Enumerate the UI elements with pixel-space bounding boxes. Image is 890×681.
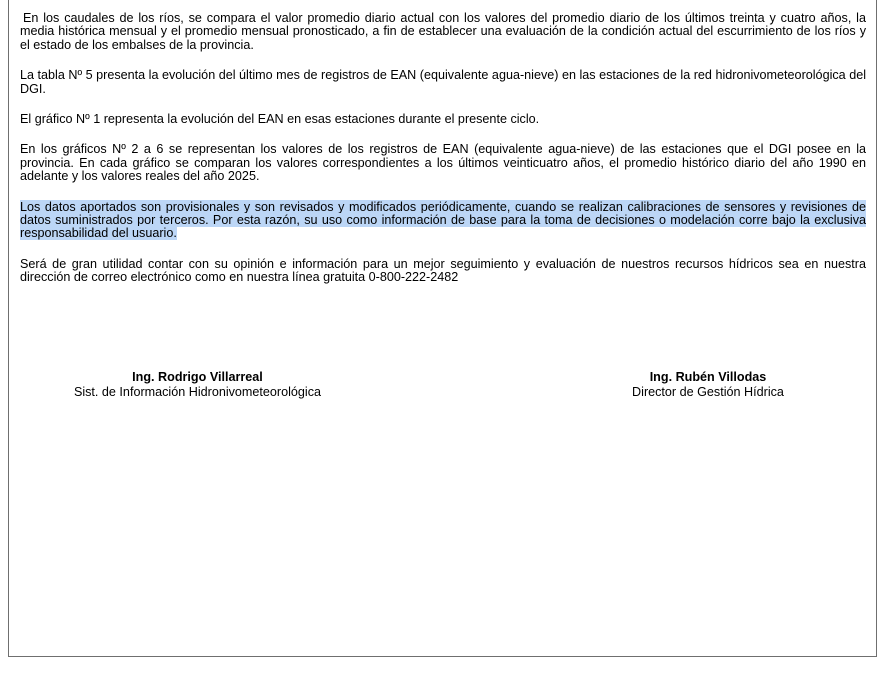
selected-text[interactable]: Los datos aportados son provisionales y son revisados y modificados periódicamente, cuando se realizan calibraciones de sensores y revisiones de datos suministrados por terceros. Por esta razón, su uso como información de base para la toma de decisiones o modelación corre bajo la exclusiva responsabilidad del usuario.	[20, 199, 866, 241]
signature-left	[20, 370, 375, 400]
paragraph-caudales: En los caudales de los ríos, se compara el valor promedio diario actual con los valores del promedio diario de los últimos treinta y cuatro años, la media histórica mensual y el promedio mensual pronosticado, a fin de establecer una evaluación de la condición actual del escurrimiento de los ríos y el estado de los embalses de la provincia.	[20, 11, 866, 52]
paragraph-graficos-2-6: En los gráficos Nº 2 a 6 se representan los valores de los registros de EAN (equivalente agua-nieve) de las estaciones que el DGI posee en la provincia. En cada gráfico se comparan los valores correspondientes a los últimos veinticuatro años, el promedio histórico diario del año 1990 en adelante y los valores reales del año 2025.	[20, 142, 866, 184]
paragraph-datos-provisionales[interactable]	[20, 201, 866, 241]
paragraph-tabla-5: La tabla Nº 5 presenta la evolución del último mes de registros de EAN (equivalente agua-nieve) en las estaciones de la red hidronivometeorológica del DGI.	[20, 68, 866, 96]
signature-right	[552, 370, 864, 400]
paragraph-grafico-1: El gráfico Nº 1 representa la evolución del EAN en esas estaciones durante el presente ciclo.	[20, 112, 540, 127]
signature-left-name: Ing. Rodrigo Villarreal	[132, 370, 263, 384]
paragraph-contacto: Será de gran utilidad contar con su opinión e información para un mejor seguimiento y evaluación de nuestros recursos hídricos sea en nuestra dirección de correo electrónico como en nuestra línea gratuita 0-800-222-2482	[20, 256, 866, 285]
signature-right-title: Director de Gestión Hídrica	[632, 385, 784, 399]
signature-left-title: Sist. de Información Hidronivometeorológica	[73, 385, 322, 399]
document-body	[20, 12, 866, 302]
signature-right-name: Ing. Rubén Villodas	[649, 370, 767, 384]
